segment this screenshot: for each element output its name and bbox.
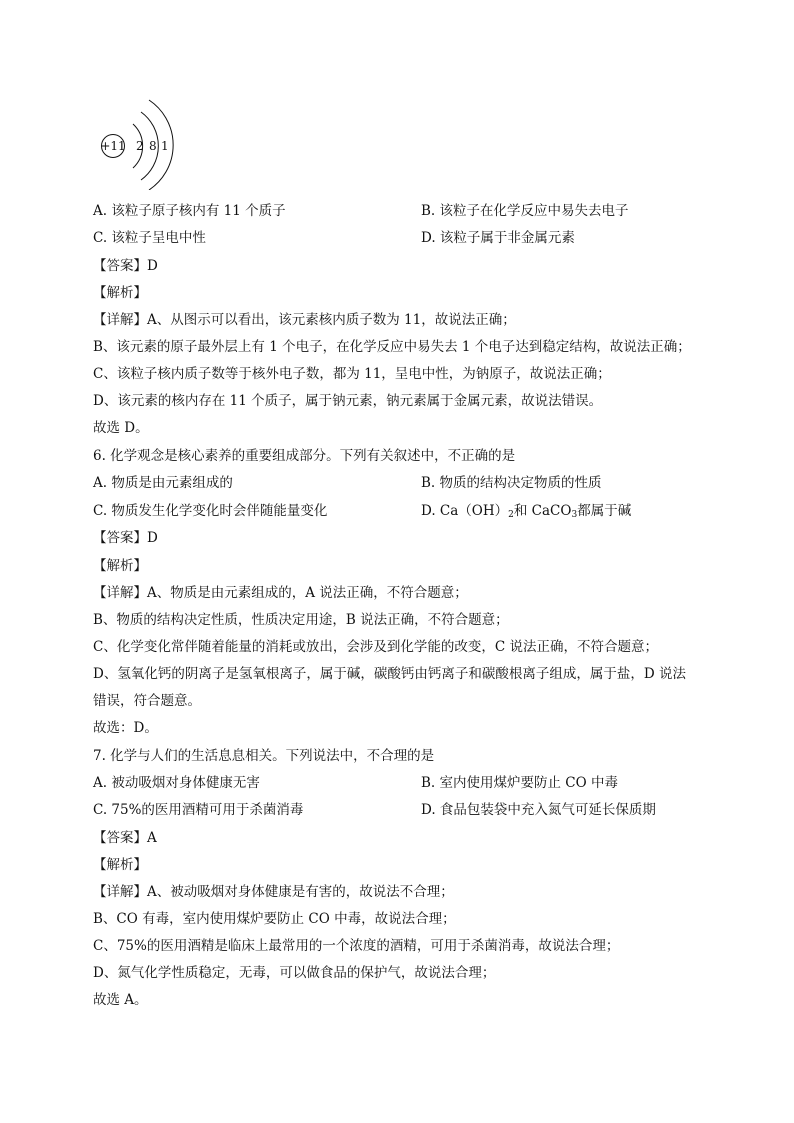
q6-detail-line: 错误，符合题意。 (93, 693, 201, 709)
sodium-atom-structure-diagram (96, 98, 186, 190)
q6-detail-line: D、氢氧化钙的阴离子是氢氧根离子，属于碱，碳酸钙由钙离子和碳酸根离子组成，属于盐，D 说法 (93, 666, 686, 682)
q5-detail-line: C、该粒子核内质子数等于核外电子数，都为 11，呈电中性，为钠原子，故说法正确； (93, 366, 611, 382)
q7-option-d: D. 食品包装袋中充入氮气可延长保质期 (421, 802, 656, 818)
q6-option-d-prefix: D. Ca（OH） (421, 503, 509, 519)
q5-option-c: C. 该粒子呈电中性 (93, 230, 206, 246)
shell-electrons-1: 2 (136, 139, 144, 153)
q6-question: 6. 化学观念是核心素养的重要组成部分。下列有关叙述中，不正确的是 (93, 448, 516, 464)
q6-answer: 【答案】D (93, 530, 158, 546)
q7-option-c: C. 75%的医用酒精可用于杀菌消毒 (93, 802, 304, 818)
q7-detail-line: 【详解】A、被动吸烟对身体健康是有害的，故说法不合理； (93, 884, 454, 900)
q5-answer: 【答案】D (93, 258, 158, 274)
q6-option-b: B. 物质的结构决定物质的性质 (421, 475, 602, 491)
shell-electrons-3: 1 (161, 139, 169, 153)
shell-electrons-2: 8 (149, 139, 157, 153)
q5-conclusion: 故选 D。 (93, 420, 149, 436)
q5-option-b: B. 该粒子在化学反应中易失去电子 (421, 203, 629, 219)
q5-detail-line: B、该元素的原子最外层上有 1 个电子，在化学反应中易失去 1 个电子达到稳定结构，故说法正确； (93, 339, 691, 355)
q5-detail-line: 【详解】A、从图示可以看出，该元素核内质子数为 11，故说法正确； (93, 312, 516, 328)
q6-option-a: A. 物质是由元素组成的 (93, 475, 233, 491)
q6-option-d-subscript-2: 3 (571, 510, 578, 520)
q6-analysis-heading: 【解析】 (93, 558, 147, 574)
q5-option-d: D. 该粒子属于非金属元素 (421, 230, 575, 246)
q7-detail-line: B、CO 有毒，室内使用煤炉要防止 CO 中毒，故说法合理； (93, 911, 456, 927)
q7-question: 7. 化学与人们的生活息息相关。下列说法中，不合理的是 (93, 748, 435, 764)
q7-conclusion: 故选 A。 (93, 992, 148, 1008)
q7-option-a: A. 被动吸烟对身体健康无害 (93, 775, 260, 791)
q5-detail-line: D、该元素的核内存在 11 个质子，属于钠元素，钠元素属于金属元素，故说法错误。 (93, 393, 603, 409)
q5-option-a: A. 该粒子原子核内有 11 个质子 (93, 203, 286, 219)
q7-answer: 【答案】A (93, 830, 157, 846)
q5-analysis-heading: 【解析】 (93, 285, 147, 301)
q6-option-c: C. 物质发生化学变化时会伴随能量变化 (93, 503, 328, 519)
q6-option-d-suffix: 都属于碱 (577, 503, 632, 519)
q6-option-d-subscript-1: 2 (508, 510, 514, 520)
q6-detail-line: 【详解】A、物质是由元素组成的，A 说法正确，不符合题意； (93, 585, 468, 601)
q6-conclusion: 故选：D。 (93, 720, 158, 736)
q6-detail-line: B、物质的结构决定性质，性质决定用途，B 说法正确，不符合题意； (93, 612, 509, 628)
q7-option-b: B. 室内使用煤炉要防止 CO 中毒 (421, 775, 618, 791)
q7-analysis-heading: 【解析】 (93, 857, 147, 873)
nucleus-charge: +11 (100, 139, 126, 153)
q6-detail-line: C、化学变化常伴随着能量的消耗或放出，会涉及到化学能的改变，C 说法正确，不符合题意； (93, 639, 658, 655)
q7-detail-line: C、75%的医用酒精是临床上最常用的一个浓度的酒精，可用于杀菌消毒，故说法合理； (93, 938, 620, 954)
q7-detail-line: D、氮气化学性质稳定，无毒，可以做食品的保护气，故说法合理； (93, 965, 496, 981)
q6-option-d-mid: 和 CaCO (513, 503, 572, 519)
q6-option-d (421, 498, 631, 524)
